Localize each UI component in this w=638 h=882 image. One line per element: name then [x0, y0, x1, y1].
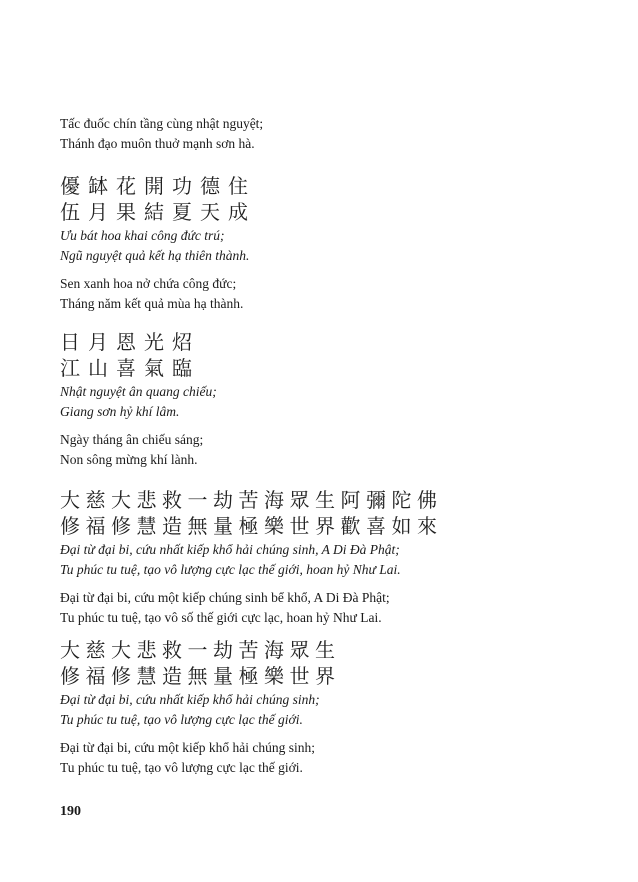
verse-line: Thánh đạo muôn thuở mạnh sơn hà. [60, 136, 255, 151]
translation-line: Đại từ đại bi, cứu một kiếp chúng sinh bể khổ, A Di Đà Phật; [60, 590, 390, 605]
han-line: 日月恩光炤 [60, 330, 200, 354]
han-line: 大慈大悲救一劫苦海眾生 [60, 638, 341, 662]
transliteration-line: Nhật nguyệt ân quang chiếu; [60, 384, 217, 399]
transliteration-line: Đại từ đại bi, cứu nhất kiếp khổ hải chúng sinh; [60, 692, 320, 707]
translation-line: Tu phúc tu tuệ, tạo vô số thế giới cực lạc, hoan hỷ Như Lai. [60, 610, 382, 625]
han-line: 伍月果結夏天成 [60, 200, 256, 224]
han-line: 修福修慧造無量極樂世界 [60, 664, 341, 688]
transliteration-line: Tu phúc tu tuệ, tạo vô lượng cực lạc thế giới. [60, 712, 303, 727]
translation-line: Tháng năm kết quả mùa hạ thành. [60, 296, 244, 311]
transliteration-line: Đại từ đại bi, cứu nhất kiếp khổ hải chúng sinh, A Di Đà Phật; [60, 542, 400, 557]
page-number: 190 [60, 804, 81, 819]
translation-line: Tu phúc tu tuệ, tạo vô lượng cực lạc thế giới. [60, 760, 303, 775]
translation-line: Sen xanh hoa nở chứa công đức; [60, 276, 237, 291]
han-line: 大慈大悲救一劫苦海眾生阿彌陀佛 [60, 488, 443, 512]
transliteration-line: Ngũ nguyệt quả kết hạ thiên thành. [60, 248, 250, 263]
han-line: 優缽花開功德住 [60, 174, 256, 198]
han-line: 修福修慧造無量極樂世界歡喜如來 [60, 514, 443, 538]
verse-line: Tấc đuốc chín tầng cùng nhật nguyệt; [60, 116, 264, 131]
transliteration-line: Ưu bát hoa khai công đức trú; [60, 228, 225, 243]
transliteration-line: Tu phúc tu tuệ, tạo vô lượng cực lạc thế giới, hoan hỷ Như Lai. [60, 562, 401, 577]
transliteration-line: Giang sơn hỷ khí lâm. [60, 404, 180, 419]
han-line: 江山喜氣臨 [60, 356, 200, 380]
translation-line: Đại từ đại bi, cứu một kiếp khổ hải chúng sinh; [60, 740, 315, 755]
translation-line: Ngày tháng ân chiếu sáng; [60, 432, 204, 447]
translation-line: Non sông mừng khí lành. [60, 452, 198, 467]
